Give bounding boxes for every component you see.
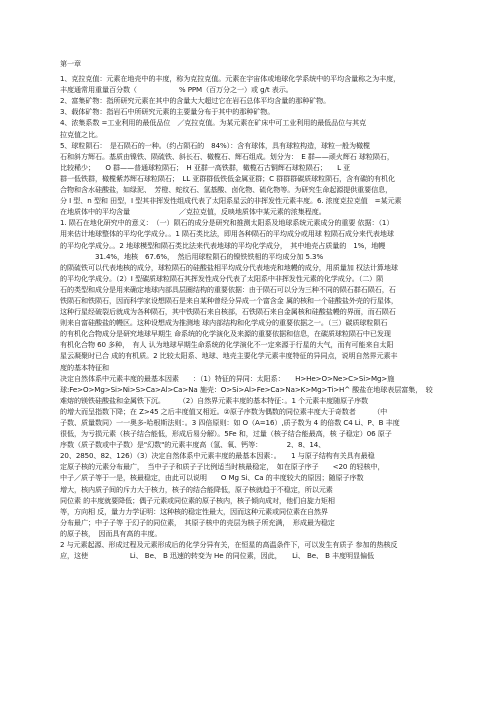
text-line: 分 I 型、n 型和 田型，I 型其非挥发性组成代表了太阳系星云的非挥发性元素丰度。6. 浓度克拉克值 =某元素 [60,196,402,206]
text-line: 铁陨石和铁陨石，因而科学家设想陨石是来自某种曾经分异成一个富含金 属的核和一个硅酸盐外壳的行星体， [60,295,398,305]
text-line: 1、克拉克值：元素在地壳中的丰度，称为克拉克值。元素在宇宙体或地球化学系统中的平均含量称之为丰度， [60,74,401,84]
text-line: 的有机化合物成分是研究地球早期生 命系统的化学演化及来源的重要依据和信息，在碳质球粒陨石中已发现 [60,329,391,339]
text-line: 2 与元素起源、形成过程及元素形成后的化学分异有关，在恒星的高温条件下，可以发生有质子 参加的热核反 [60,540,398,550]
text-line: 这种行星经破裂后就成为各种陨石，其中铁陨石来自核部，石铁陨石来自金属核和硅酸盐幔的界面，而石陨石 [60,307,396,317]
text-line [60,583,478,594]
text-line: 拉克值之比。 [60,129,102,139]
text-line: 序数（质子数或中子数）是"幻数"的元素丰度高（氢、氧、钙等： 2、8、14、 [60,440,326,450]
text-line: 20、2850、82、126）（3）决定自然体系中元素丰度的最基本因素：。 1 与原子结构有关具有最稳 [60,451,375,461]
text-line [60,572,478,583]
text-line: 石的类型和成分是用来确定地球内部具层圈结构的重要依据：由于陨石可以分为三种不同的陨石群石陨石，石 [60,284,396,294]
text-line: 很低，为亏损元素（核子结合能低，形成后易分解）。5Fe 和，过量（核子结合能最高，核 子稳定）06 原子 [60,429,392,439]
text-line: 的平均化学成分。（2）I 型碳质球粒陨石其挥发性成分代表了太阳系中非挥发性元素的化学成分。（二）陨 [60,273,384,283]
text-line: 石和斜方辉石。基质由镍铁、陨硫铁、斜长石、橄榄石、辉石组成。划分为： E 群——顽火辉石 球粒陨石， [60,151,394,161]
text-line: 用来估计地球整体的平均化学成分。。1 陨石类比法，即用各种陨石的平均成分或用球 粒陨石成分来代表地球 [60,229,394,239]
text-line: 球:Fe>O>Mg>Si>Ni>S>Ca>Al>Ca>Na 施壳：O>Si>Al>Fe>Ca>Na>K>Mg>Ti>H^ 酸盐在地球表层富集， 较 [60,384,433,394]
text-line: 决定自然体系中元素丰度的最基本因素 ：（1）特征的异同：太阳系： H>He>O>Ne>C>Si>Mg>施 [60,373,395,383]
text-line: 的原子核， 因而具有高的丰度。 [60,528,162,538]
text-line: 中子／质子等于一是，核最稳定，由此可以说明 O Mg Si、Ca 的丰度较大的原因；随原子序数 [60,473,364,483]
text-line [60,561,478,572]
text-line: 的增大而呈指数下降；在 Z>45 之后丰度值又相近。②原子序数为偶数的同位素丰度大于奇数者 （中 [60,406,388,416]
text-line: 4、浓集系数 =工业利用的最低品位 ／克拉克值。为某元素在矿床中可工业利用的最低品位与其克 [60,118,367,128]
text-line: 星云凝聚时已合 成的有机质。2 比较太阳系、地球、地壳主要化学元素丰度特征的异同点，说明自然界元素丰 [60,351,398,361]
text-line: 应，这使 Li、 Be、 B 迅速的转变为 He 的同位素，因此， Li、 Be、 B 丰度明显偏低 [60,551,375,561]
text-line: 群一低铁群，橄榄紫苏辉石球粒陨石； LL 亚群群低铁低金属亚群；C 群群群碳质球粒陨石，含有碳的有机化 [60,173,396,183]
text-line: 合物和含水硅酸盐，如绿泥、 芳橙、蛇纹石、氢基酸、卤化物、硫化物等。为研究生命起源提供重要信息， [60,185,393,195]
text-line: 度的基本特征和 [60,362,109,372]
text-line: 1. 陨石在地化研究中的意义： （一）陨石的成分是研究和推测太阳系及地球系统元素成分的重要 依据：（1） [60,218,394,228]
text-line: 31.4%，地核 67.6%， 然后用球粒陨石的镍铁铁相的平均成分加 5.3% [60,251,324,261]
text-line: 3、载体矿物：指岩石中所研究元素的主要量分布于其中的那种矿物。 [60,107,275,117]
text-line: 难熔的镁铁硅酸盐和金属铁下沉。 （2）自然界元素丰度的基本特征：。1 个元素丰度随原子序数 [60,395,369,405]
text-line: 分布最广；中子子等 于幻子的同位素， 其原子核中的壳层为核子所充满， 形成最为稳定 [60,517,335,527]
chapter-title: 第一章 [60,59,81,68]
text-line: 的陨硫铁可以代表地核的成分，球粒陨石的硅酸盐相平均成分代表地壳和地幔的成分，用质量加 权法计算地球 [60,262,398,272]
text-line: 定原子核的元素分布最广， 当中子子和质子子比例适当时核最稳定， 如在原子序子 <20 的轻核中， [60,462,385,472]
text-line: 则来自富硅酸盐的幔区。这种设想成为推测地 球内部结构和化学成分的重要依据之一。（三）碳质球粒陨石 [60,318,388,328]
text-line: 5、球粒陨石： 是石陨石的一种。（约占陨石的 84%）：含有球体，具有球粒构造，球粒一般为橄榄 [60,140,370,150]
text-line: 比较稀少； O 群——普通球粒陨石； H 亚群一高铁群，橄榄石古铜辉石球粒陨石； L 亚 [60,162,351,172]
text-line: 子数、质量数同）一一奥多-哈根斯法则：。3 四倍原则：如 O（A=16）,质子数为 4 的倍数 C4 Li、P、B 丰度 [60,418,400,427]
text-line: 的平均化学成分。。2 地球模型和陨石类比法来代表地球的平均化学成分， 其中地壳占质量的 1%，地幔 [60,240,386,250]
text-line: 增大，核内质子间的斥力大于核力，核子的结合能降低，原子核就趋于不稳定，所以元素 [60,484,333,494]
text-line: 等，方向相 反，量力力学证明：这种核的稳定性最大，因而这种元素或同位素在自然界 [60,506,328,516]
text-line: 在地质体中的平均含量 ／克拉克值，反映地质体中某元素的浓集程度。 [60,207,326,217]
text-line: 同位素 的丰度就要降低；偶子元素或同位素的原子核内，核子倾向成对，他们自旋力矩相 [60,495,335,505]
text-line: 有机化合物 60 多种， 有人 认为地球早期生命系统的化学演化不一定来源于行星的大气，而有可能来自太阳 [60,340,394,350]
text-line: 2、富集矿物：指所研究元素在其中的含量大大超过它在岩石总体平均含量的那种矿物。 [60,96,331,106]
text-line: 丰度通常用重量百分数（ % PPM（百万分之一）或 g/t 表示。 [60,85,293,95]
